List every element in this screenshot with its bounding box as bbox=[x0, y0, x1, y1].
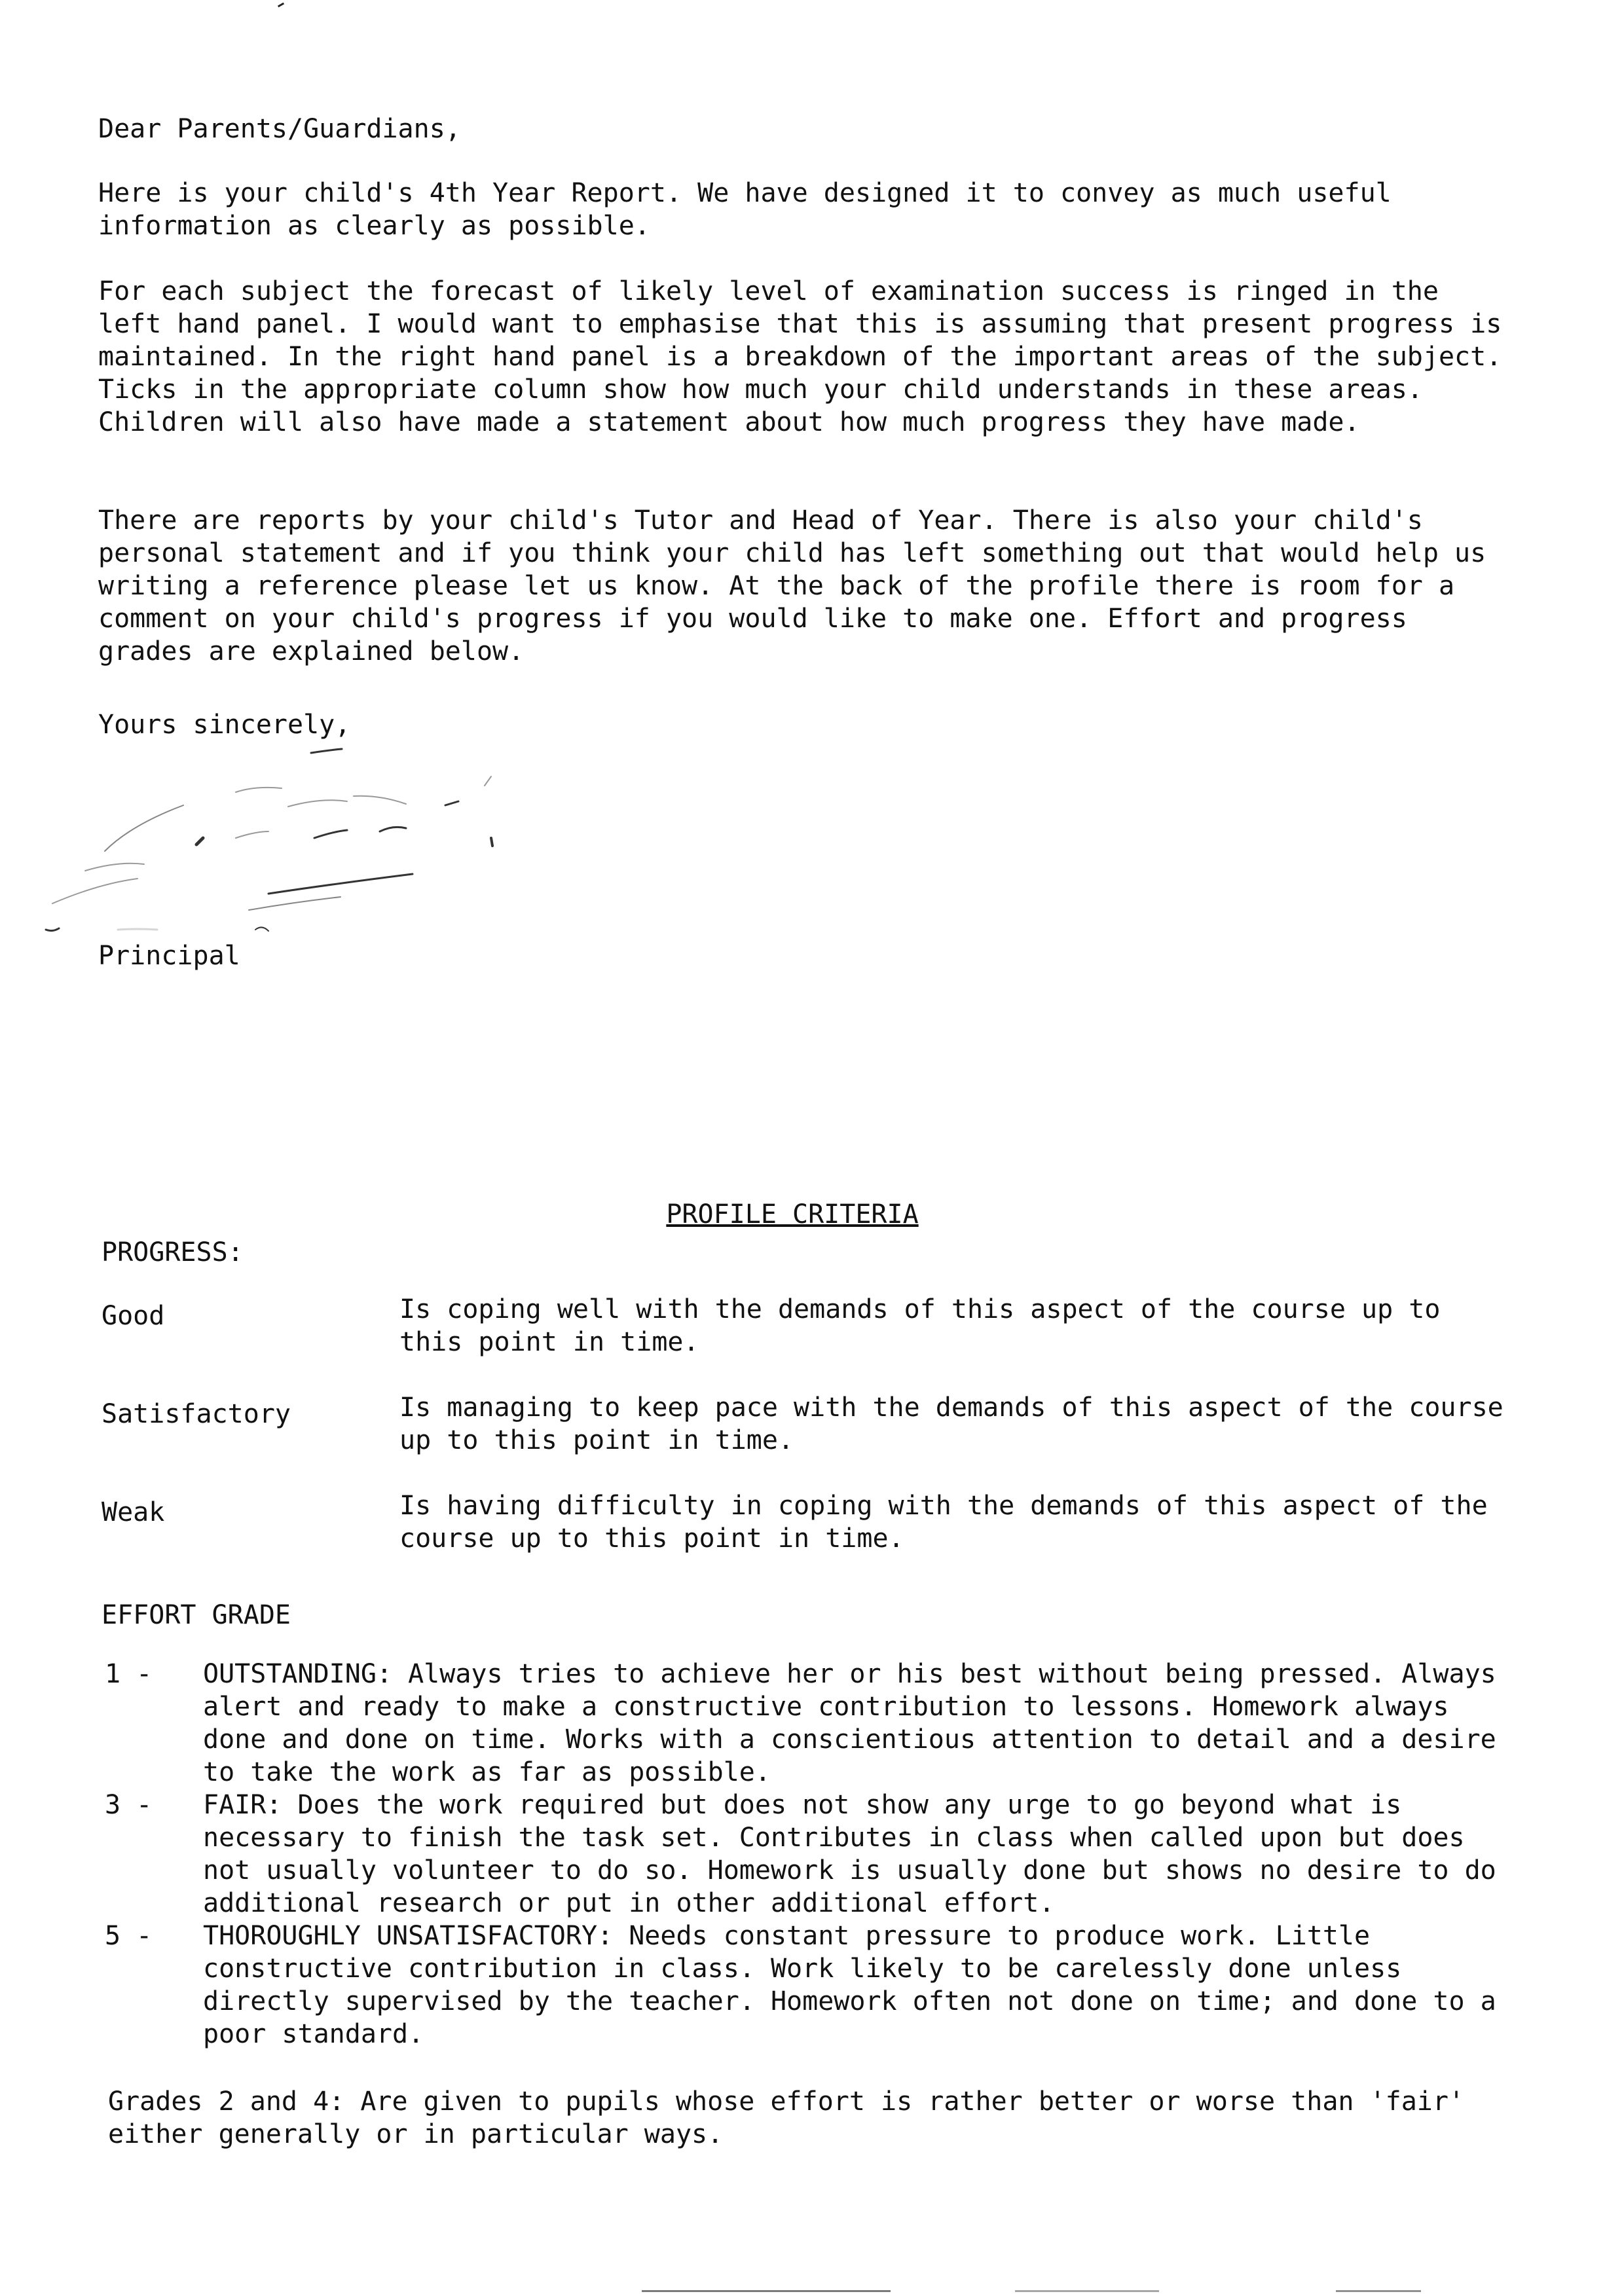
progress-term: Weak bbox=[101, 1497, 165, 1527]
intro-paragraph: Here is your child's 4th Year Report. We have designed it to convey as much useful information as clearly as possible. bbox=[98, 178, 1392, 241]
progress-list bbox=[101, 1293, 1516, 1588]
salutation: Dear Parents/Guardians, bbox=[98, 114, 461, 144]
signature-scribble bbox=[39, 733, 537, 943]
progress-term: Good bbox=[101, 1301, 165, 1331]
scan-footer-line bbox=[1336, 2290, 1421, 2292]
progress-description: Is managing to keep pace with the demands of this aspect of the course up to this point in time. bbox=[399, 1393, 1504, 1455]
effort-grade-number: 3 - bbox=[105, 1790, 153, 1820]
progress-term: Satisfactory bbox=[101, 1399, 291, 1429]
effort-grade-list bbox=[105, 1658, 1513, 2050]
effort-item-fair bbox=[105, 1789, 1513, 1920]
effort-grade-description: FAIR: Does the work required but does not show any urge to go beyond what is necessary to finish the task set. Contributes in class when called upon but does not usually volunteer to do so. Homework is usually done but shows no desire to do additional research or put in other additional effort. bbox=[203, 1790, 1496, 1918]
effort-grade-description: OUTSTANDING: Always tries to achieve her or his best without being pressed. Always alert and ready to make a constructive contribution to lessons. Homework always done and done on time. Works with a conscientious attention to detail and a desire to take the work as far as possible. bbox=[203, 1659, 1496, 1787]
progress-description: Is coping well with the demands of this aspect of the course up to this point in time. bbox=[399, 1294, 1441, 1357]
signer-title: Principal bbox=[98, 941, 240, 971]
progress-heading: PROGRESS: bbox=[101, 1237, 244, 1267]
effort-grade-number: 5 - bbox=[105, 1921, 153, 1951]
scan-footer-line bbox=[642, 2290, 891, 2292]
closing: Yours sincerely, bbox=[98, 710, 351, 740]
scan-speck bbox=[278, 3, 284, 8]
progress-description: Is having difficulty in coping with the demands of this aspect of the course up to this point in time. bbox=[399, 1491, 1488, 1554]
forecast-paragraph: For each subject the forecast of likely level of examination success is ringed in the left hand panel. I would want to emphasise that this is assuming that present progress is maintained. In the right hand panel is a breakdown of the important areas of the subject. Ticks in the appropriate column show how much your child understands in these areas. Children will also have made a statement about how much progress they have made. bbox=[98, 276, 1502, 437]
effort-item-unsatisfactory bbox=[105, 1920, 1513, 2050]
profile-criteria-title: PROFILE CRITERIA bbox=[666, 1199, 919, 1230]
grades-note: Grades 2 and 4: Are given to pupils whose effort is rather better or worse than 'fair' either generally or in particular ways. bbox=[108, 2086, 1465, 2149]
effort-grade-number: 1 - bbox=[105, 1659, 153, 1689]
effort-item-outstanding bbox=[105, 1658, 1513, 1789]
reports-paragraph: There are reports by your child's Tutor and Head of Year. There is also your child's personal statement and if you think your child has left something out that would help us writing a reference please let us know. At the back of the profile there is room for a comment on your child's progress if you would like to make one. Effort and progress grades are explained below. bbox=[98, 505, 1486, 666]
effort-grade-description: THOROUGHLY UNSATISFACTORY: Needs constant pressure to produce work. Little constructive contribution in class. Work likely to be carelessly done unless directly supervised by the teacher. Homework often not done on time; and done to a poor standard. bbox=[203, 1921, 1496, 2049]
effort-grade-heading: EFFORT GRADE bbox=[101, 1600, 291, 1630]
progress-item-weak bbox=[101, 1489, 1516, 1555]
progress-item-satisfactory bbox=[101, 1391, 1516, 1457]
progress-item-good bbox=[101, 1293, 1516, 1358]
scan-footer-line bbox=[1015, 2290, 1159, 2292]
